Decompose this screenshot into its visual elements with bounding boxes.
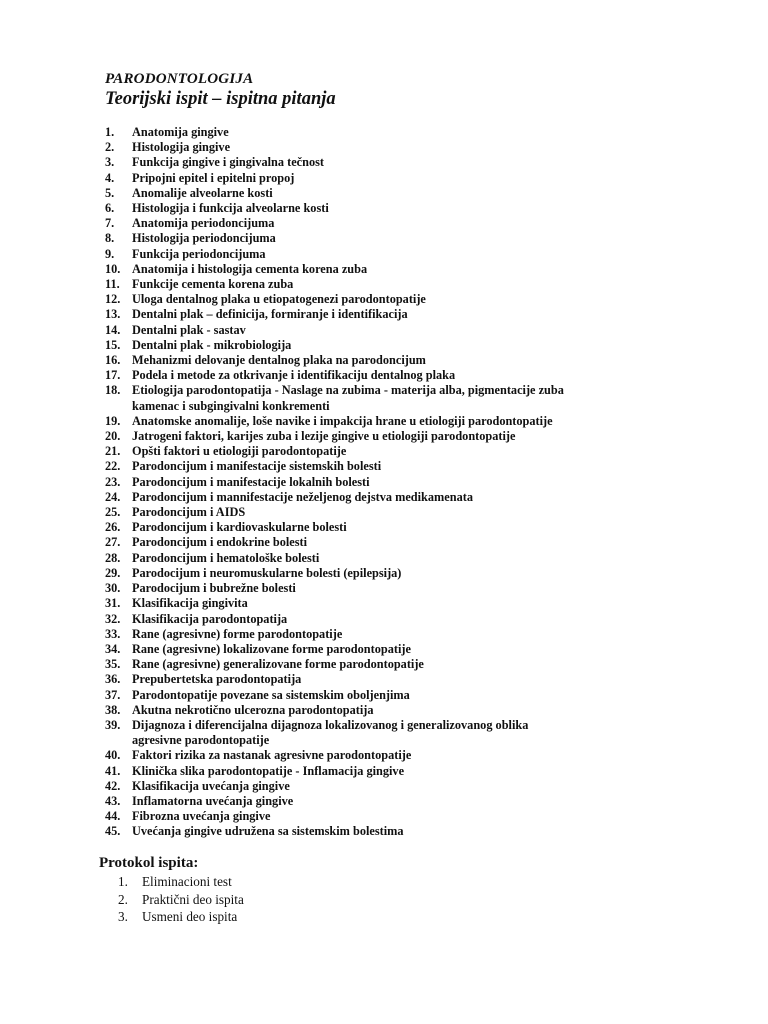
question-item <box>105 323 585 338</box>
question-item <box>105 140 585 155</box>
protocol-item <box>118 873 244 891</box>
question-text <box>132 383 585 413</box>
question-item <box>105 824 585 839</box>
question-item <box>105 748 585 763</box>
question-item <box>105 429 585 444</box>
question-number: 31. <box>105 596 121 611</box>
question-text <box>132 216 585 231</box>
question-text <box>132 186 585 201</box>
question-item <box>105 809 585 824</box>
question-text <box>132 535 585 550</box>
question-item <box>105 520 585 535</box>
question-number: 1. <box>105 125 115 139</box>
question-text-line: Dijagnoza i diferencijalna dijagnoza lokalizovanog i generalizovanog oblika <box>132 717 529 732</box>
question-number: 24. <box>105 489 121 504</box>
question-item <box>105 307 585 322</box>
question-text-line: Klasifikacija uvećanja gingive <box>132 778 290 793</box>
question-text-line: Dentalni plak - mikrobiologija <box>132 337 292 352</box>
question-text <box>132 596 585 611</box>
question-item <box>105 657 585 672</box>
question-text <box>132 627 585 642</box>
question-item <box>105 779 585 794</box>
question-text-line: Podela i metode za otkrivanje i identifikaciju dentalnog plaka <box>132 368 456 383</box>
question-text-line: Prepubertetska parodontopatija <box>132 672 302 687</box>
question-text <box>132 642 585 657</box>
question-text <box>132 277 585 292</box>
question-text-line: Fibrozna uvećanja gingive <box>132 809 271 824</box>
protocol-number: 2. <box>118 891 128 907</box>
question-item <box>105 444 585 459</box>
question-item <box>105 201 585 216</box>
question-text <box>132 444 585 459</box>
protocol-item <box>118 891 244 909</box>
question-text <box>132 566 585 581</box>
question-text-line: Jatrogeni faktori, karijes zuba i lezije gingive u etiologiji parodontopatije <box>132 429 516 444</box>
question-text-line: Anatomija periodoncijuma <box>132 216 275 231</box>
question-item <box>105 262 585 277</box>
question-text <box>132 703 585 718</box>
question-item <box>105 277 585 292</box>
question-text-line: Rane (agresivne) forme parodontopatije <box>132 626 343 641</box>
question-number: 16. <box>105 353 121 368</box>
question-item <box>105 535 585 550</box>
question-text <box>132 171 585 186</box>
question-item <box>105 125 585 140</box>
question-item <box>105 642 585 657</box>
question-text <box>132 779 585 794</box>
question-text-line: Histologija gingive <box>132 140 231 155</box>
question-text <box>132 231 585 246</box>
question-number: 2. <box>105 140 115 155</box>
question-text <box>132 247 585 262</box>
question-number: 6. <box>105 201 115 216</box>
question-number: 17. <box>105 368 121 383</box>
question-item <box>105 505 585 520</box>
question-number: 15. <box>105 337 121 352</box>
question-text-line: Klinička slika parodontopatije - Inflamacija gingive <box>132 763 405 778</box>
question-text <box>132 748 585 763</box>
question-text <box>132 809 585 824</box>
question-text <box>132 520 585 535</box>
page-title: Teorijski ispit – ispitna pitanja <box>105 89 336 109</box>
question-text-line: Mehanizmi delovanje dentalnog plaka na parodoncijum <box>132 353 426 368</box>
question-text-line: Klasifikacija gingivita <box>132 596 248 611</box>
question-number: 13. <box>105 307 121 322</box>
question-text-line: Parodoncijum i manifestacije sistemskih bolesti <box>132 459 382 474</box>
question-text-line: Anatomija gingive <box>132 125 229 139</box>
protocol-label: Usmeni deo ispita <box>142 909 238 924</box>
question-text <box>132 672 585 687</box>
question-text-line: Anatomija i histologija cementa korena zuba <box>132 261 368 276</box>
question-number: 43. <box>105 793 121 808</box>
question-text <box>132 368 585 383</box>
question-text <box>132 581 585 596</box>
question-number: 10. <box>105 261 121 276</box>
protocol-label: Eliminacioni test <box>142 874 232 889</box>
question-text-line: Uvećanja gingive udružena sa sistemskim bolestima <box>132 824 404 839</box>
question-text-line: Parodocijum i bubrežne bolesti <box>132 581 296 596</box>
question-number: 8. <box>105 231 115 246</box>
question-number: 28. <box>105 550 121 565</box>
question-text <box>132 140 585 155</box>
question-item <box>105 414 585 429</box>
question-item <box>105 216 585 231</box>
question-text-line: agresivne parodontopatije <box>132 733 270 748</box>
question-text-line: Histologija i funkcija alveolarne kosti <box>132 201 329 216</box>
question-number: 12. <box>105 292 121 307</box>
question-item <box>105 672 585 687</box>
question-text <box>132 718 585 748</box>
question-number: 40. <box>105 748 121 763</box>
question-number: 5. <box>105 185 115 200</box>
question-text-line: Dentalni plak - sastav <box>132 322 246 337</box>
question-text <box>132 201 585 216</box>
question-text-line: Opšti faktori u etiologiji parodontopatije <box>132 444 347 459</box>
question-number: 22. <box>105 459 121 474</box>
question-number: 34. <box>105 641 121 656</box>
question-number: 29. <box>105 565 121 580</box>
question-item <box>105 551 585 566</box>
protocol-number: 3. <box>118 909 128 924</box>
question-text <box>132 551 585 566</box>
subject-heading: PARODONTOLOGIJA <box>105 71 254 87</box>
question-item <box>105 338 585 353</box>
question-number: 35. <box>105 657 121 672</box>
question-text <box>132 764 585 779</box>
question-item <box>105 581 585 596</box>
question-text <box>132 824 585 839</box>
question-number: 11. <box>105 277 120 292</box>
question-item <box>105 383 585 413</box>
question-number: 30. <box>105 581 121 596</box>
protocol-label: Praktični deo ispita <box>142 891 244 907</box>
question-text-line: Parodoncijum i endokrine bolesti <box>132 535 308 550</box>
question-text-line: Anomalije alveolarne kosti <box>132 185 273 200</box>
question-text <box>132 353 585 368</box>
question-text <box>132 490 585 505</box>
question-number: 36. <box>105 672 121 687</box>
question-text-line: Etiologija parodontopatija - Naslage na zubima - materija alba, pigmentacije zuba <box>132 383 564 398</box>
question-text <box>132 459 585 474</box>
question-text-line: Rane (agresivne) generalizovane forme parodontopatije <box>132 657 424 672</box>
question-number: 45. <box>105 824 121 839</box>
question-text-line: Parodoncijum i mannifestacije neželjenog dejstva medikamenata <box>132 489 473 504</box>
question-text-line: Funkcije cementa korena zuba <box>132 277 294 292</box>
question-text <box>132 155 585 170</box>
question-item <box>105 292 585 307</box>
question-number: 18. <box>105 383 121 398</box>
question-text-line: Faktori rizika za nastanak agresivne parodontopatije <box>132 748 412 763</box>
question-number: 3. <box>105 155 115 170</box>
question-item <box>105 627 585 642</box>
question-number: 44. <box>105 809 121 824</box>
question-text-line: Uloga dentalnog plaka u etiopatogenezi parodontopatije <box>132 292 426 307</box>
question-text-line: Parodontopatije povezane sa sistemskim oboljenjima <box>132 687 410 702</box>
question-item <box>105 353 585 368</box>
question-item <box>105 718 585 748</box>
question-number: 23. <box>105 474 121 489</box>
question-item <box>105 566 585 581</box>
question-text <box>132 688 585 703</box>
question-text-line: Parodoncijum i hematološke bolesti <box>132 550 320 565</box>
question-number: 19. <box>105 413 121 428</box>
question-item <box>105 171 585 186</box>
question-text-line: Akutna nekrotično ulcerozna parodontopatija <box>132 702 374 717</box>
question-number: 32. <box>105 611 121 626</box>
question-list <box>105 125 585 840</box>
protocol-item <box>118 908 244 926</box>
question-number: 37. <box>105 687 121 702</box>
question-number: 38. <box>105 702 121 717</box>
question-number: 25. <box>105 505 121 520</box>
question-text <box>132 475 585 490</box>
question-text-line: Pripojni epitel i epitelni propoj <box>132 170 295 185</box>
question-text-line: Parodoncijum i AIDS <box>132 505 246 520</box>
question-text <box>132 657 585 672</box>
question-item <box>105 155 585 170</box>
question-text-line: Dentalni plak – definicija, formiranje i identifikacija <box>132 307 408 322</box>
question-number: 21. <box>105 444 121 459</box>
question-text-line: kamenac i subgingivalni konkrementi <box>132 398 330 413</box>
question-item <box>105 186 585 201</box>
question-item <box>105 612 585 627</box>
question-text-line: Funkcija gingive i gingivalna tečnost <box>132 155 324 170</box>
question-text-line: Funkcija periodoncijuma <box>132 246 266 261</box>
question-text <box>132 125 585 140</box>
protocol-number: 1. <box>118 874 128 889</box>
question-item <box>105 459 585 474</box>
question-text <box>132 612 585 627</box>
question-item <box>105 764 585 779</box>
question-item <box>105 703 585 718</box>
question-number: 26. <box>105 520 121 535</box>
question-text-line: Klasifikacija parodontopatija <box>132 611 288 626</box>
question-number: 4. <box>105 170 115 185</box>
question-text <box>132 414 585 429</box>
question-item <box>105 247 585 262</box>
question-item <box>105 475 585 490</box>
question-item <box>105 490 585 505</box>
question-number: 42. <box>105 778 121 793</box>
question-text-line: Parodoncijum i manifestacije lokalnih bolesti <box>132 474 370 489</box>
question-number: 14. <box>105 322 121 337</box>
question-number: 7. <box>105 216 115 231</box>
question-text <box>132 429 585 444</box>
question-item <box>105 368 585 383</box>
question-text <box>132 794 585 809</box>
question-text-line: Parodocijum i neuromuskularne bolesti (epilepsija) <box>132 565 402 580</box>
question-text <box>132 262 585 277</box>
question-item <box>105 596 585 611</box>
question-text-line: Anatomske anomalije, loše navike i impakcija hrane u etiologiji parodontopatije <box>132 413 553 428</box>
question-text-line: Histologija periodoncijuma <box>132 231 276 246</box>
question-number: 41. <box>105 763 121 778</box>
protocol-list <box>118 873 244 926</box>
question-number: 9. <box>105 246 115 261</box>
question-text <box>132 307 585 322</box>
question-text-line: Rane (agresivne) lokalizovane forme parodontopatije <box>132 641 411 656</box>
question-text-line: Inflamatorna uvećanja gingive <box>132 793 294 808</box>
question-text <box>132 292 585 307</box>
question-item <box>105 794 585 809</box>
question-text <box>132 338 585 353</box>
question-item <box>105 231 585 246</box>
question-text <box>132 323 585 338</box>
question-item <box>105 688 585 703</box>
protocol-heading: Protokol ispita: <box>99 855 199 871</box>
question-number: 33. <box>105 626 121 641</box>
question-number: 27. <box>105 535 121 550</box>
question-number: 39. <box>105 717 121 732</box>
question-number: 20. <box>105 429 121 444</box>
question-text-line: Parodoncijum i kardiovaskularne bolesti <box>132 520 347 535</box>
question-text <box>132 505 585 520</box>
